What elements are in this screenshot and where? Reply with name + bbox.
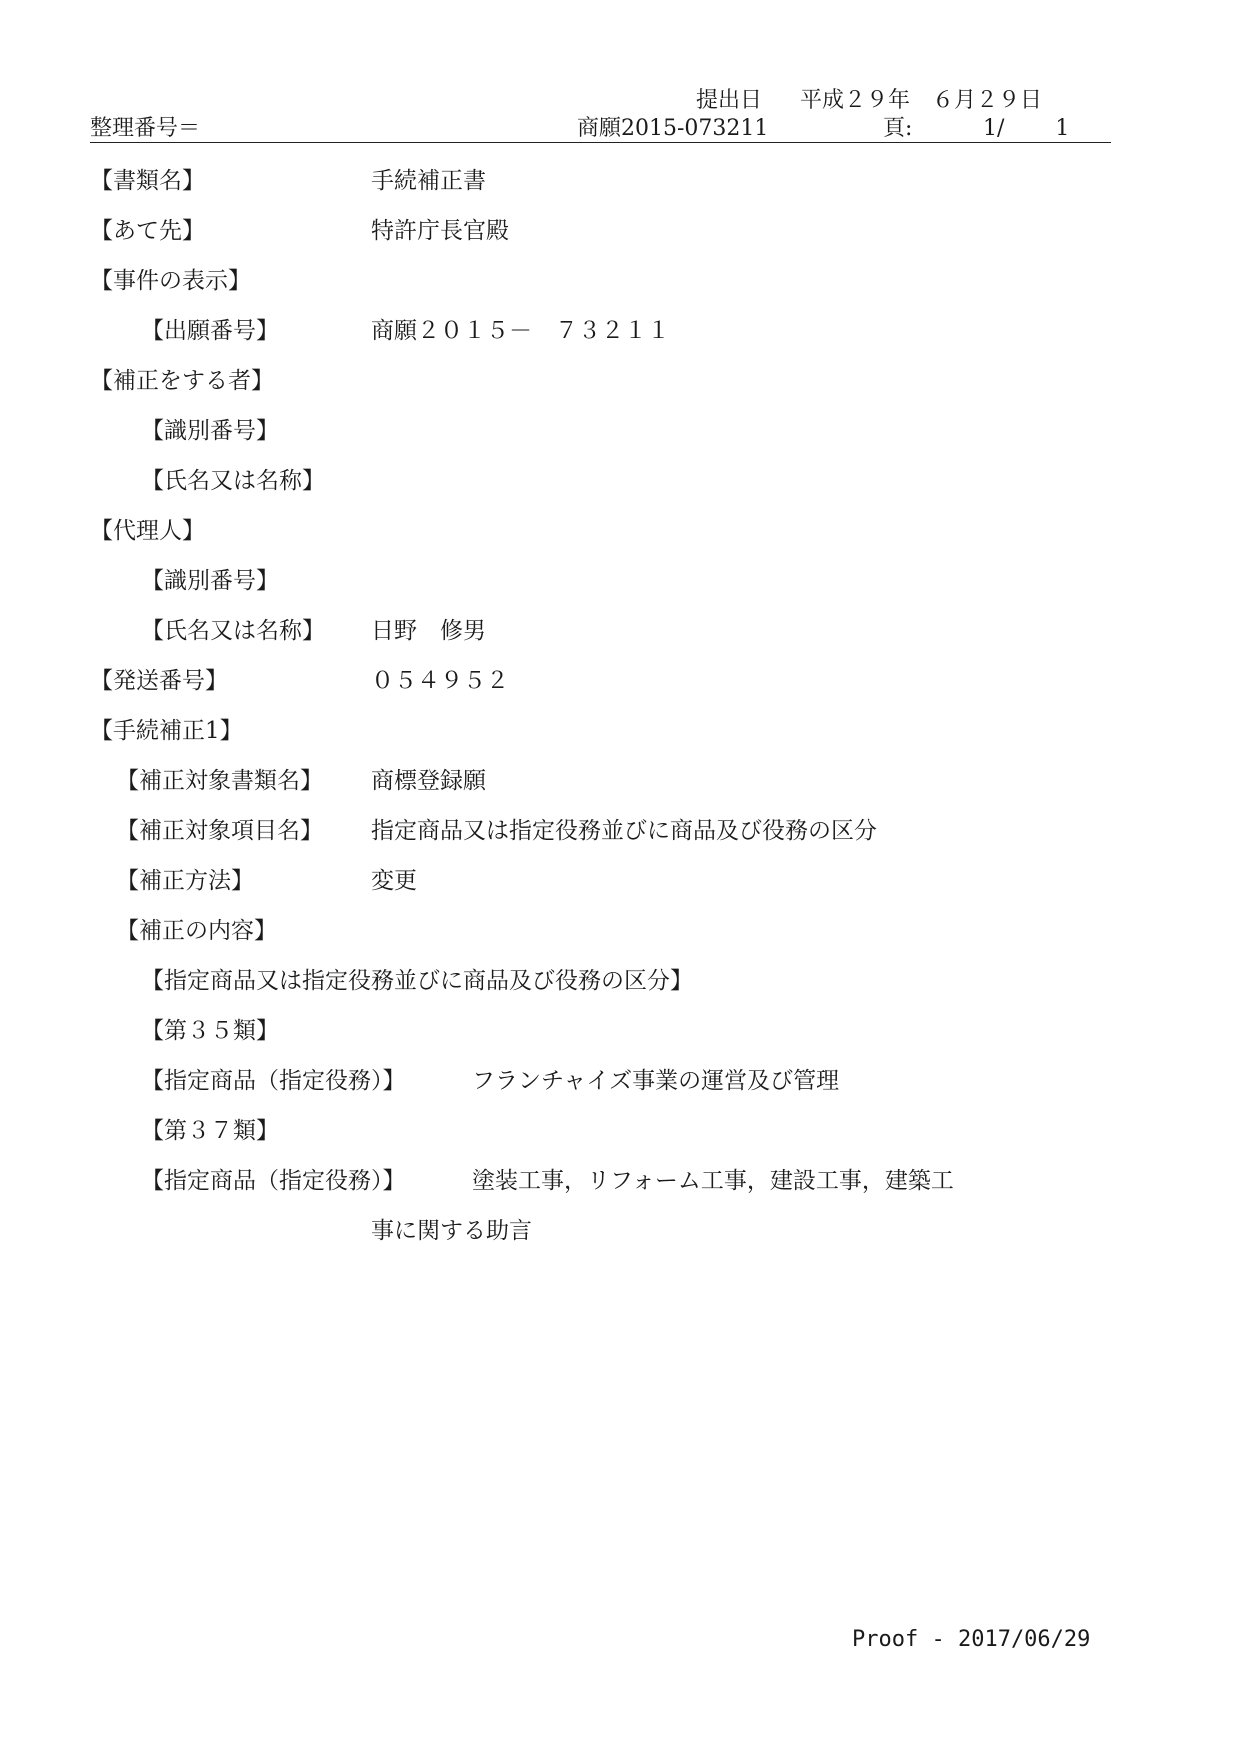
section-label: 【手続補正1】 [90, 718, 243, 744]
section-value: 指定商品又は指定役務並びに商品及び役務の区分 [371, 818, 877, 844]
section-label: 【補正をする者】 [90, 368, 274, 394]
section-label: 【補正の内容】 [116, 918, 277, 944]
section-value: 変更 [371, 868, 417, 894]
section-value: 日野 修男 [371, 618, 486, 644]
section-value: 特許庁長官殿 [371, 218, 509, 244]
header-rule [90, 142, 1111, 143]
section-label: 【識別番号】 [141, 418, 279, 444]
section-label: 【氏名又は名称】 [141, 468, 325, 494]
proof-footer: Proof - 2017/06/29 [852, 1627, 1091, 1652]
section-value: ０５４９５２ [371, 668, 509, 694]
section-label: 【識別番号】 [141, 568, 279, 594]
section-label: 【出願番号】 [141, 318, 279, 344]
section-value: 商標登録願 [371, 768, 486, 794]
section-label: 【指定商品（指定役務）】 [141, 1168, 406, 1194]
submission-date-value: 平成２９年 ６月２９日 [800, 88, 1043, 113]
section-value-continued: 事に関する助言 [371, 1218, 532, 1244]
page-number: 1/ 1 [983, 116, 1070, 141]
section-value: フランチャイズ事業の運営及び管理 [472, 1068, 840, 1094]
reference-number-label: 整理番号＝ [90, 116, 201, 141]
section-label: 【発送番号】 [90, 668, 228, 694]
application-number: 商願2015-073211 [577, 116, 769, 141]
section-label: 【指定商品（指定役務）】 [141, 1068, 406, 1094]
section-value: 商願２０１５－ ７３２１１ [371, 318, 670, 344]
section-label: 【代理人】 [90, 518, 205, 544]
section-label: 【書類名】 [90, 168, 205, 194]
section-label: 【補正対象項目名】 [116, 818, 323, 844]
section-label: 【補正方法】 [116, 868, 254, 894]
section-label: 【第３７類】 [141, 1118, 279, 1144]
section-label: 【事件の表示】 [90, 268, 251, 294]
submission-date-label: 提出日 [696, 88, 763, 113]
section-value: 塗装工事，リフォーム工事，建設工事，建築工 [472, 1168, 954, 1194]
section-label: 【補正対象書類名】 [116, 768, 323, 794]
section-label: 【第３５類】 [141, 1018, 279, 1044]
section-label: 【あて先】 [90, 218, 205, 244]
section-label: 【指定商品又は指定役務並びに商品及び役務の区分】 [141, 968, 693, 994]
section-value: 手続補正書 [371, 168, 486, 194]
section-label: 【氏名又は名称】 [141, 618, 325, 644]
page-label: 頁: [883, 116, 913, 141]
